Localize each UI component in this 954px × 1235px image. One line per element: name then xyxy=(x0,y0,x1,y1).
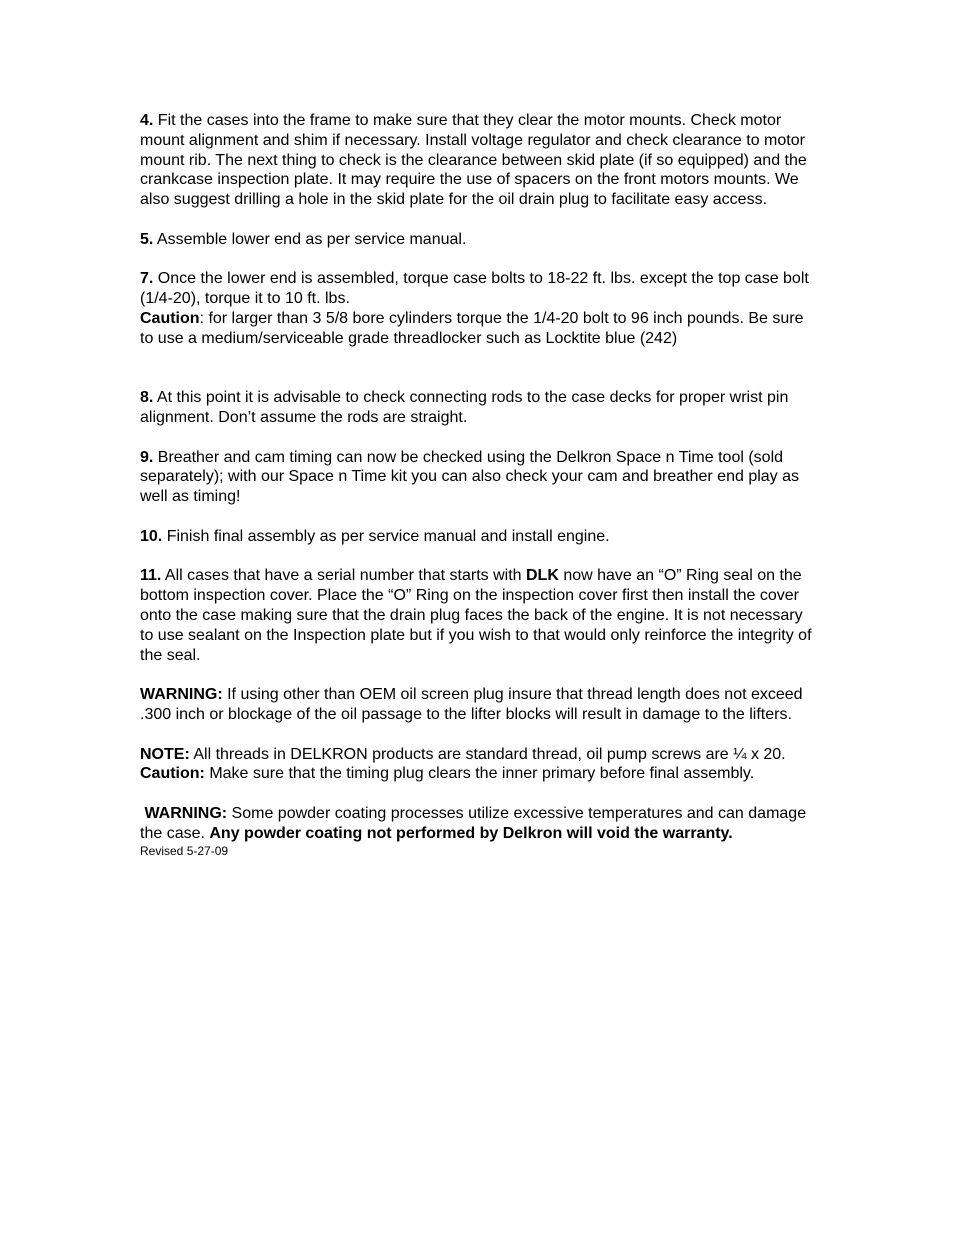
step-7-caution xyxy=(140,309,820,349)
step-10-number: 10. xyxy=(140,527,163,545)
note-threads xyxy=(140,745,820,765)
warning-powder-coating xyxy=(140,804,820,844)
step-7-paragraph xyxy=(140,269,820,309)
step-9-paragraph xyxy=(140,448,820,507)
step-7-caution-text: : for larger than 3 5/8 bore cylinders torque the 1/4-20 bolt to 96 inch pounds. Be sure to use a medium/serviceable grade threadlocker such as Locktite blue (242) xyxy=(140,309,804,347)
step-5-text: Assemble lower end as per service manual. xyxy=(153,230,467,248)
step-10-paragraph xyxy=(140,527,820,547)
note-threads-label: NOTE: xyxy=(140,745,190,763)
caution-timing-plug xyxy=(140,764,820,784)
step-7-caution-label: Caution xyxy=(140,309,200,327)
document-page xyxy=(140,111,820,859)
warning-powder-coating-label: WARNING: xyxy=(144,804,228,822)
step-9-number: 9. xyxy=(140,448,154,466)
warning-powder-coating-bold: Any powder coating not performed by Delkron will void the warranty. xyxy=(209,824,733,842)
step-11-text-b: now have an “O” Ring seal on the bottom inspection cover. Place the “O” Ring on the inspection cover first then install the cover onto the case making sure that the drain plug faces the back of the engine. It is not necessary to use sealant on the Inspection plate but if you wish to that would only reinforce the integrity of the seal. xyxy=(140,567,812,664)
step-11-text-a: All cases that have a serial number that starts with xyxy=(161,567,526,585)
step-10-text: Finish final assembly as per service manual and install engine. xyxy=(162,527,610,545)
step-9-text: Breather and cam timing can now be checked using the Delkron Space n Time tool (sold separately); with our Space n Time kit you can also check your cam and breather end play as well as timing! xyxy=(140,448,800,506)
revised-date: Revised 5-27-09 xyxy=(140,844,229,859)
step-7-number: 7. xyxy=(140,270,154,288)
step-4-paragraph xyxy=(140,111,820,210)
note-threads-text: All threads in DELKRON products are standard thread, oil pump screws are ¼ x 20. xyxy=(189,745,786,763)
step-8-number: 8. xyxy=(140,389,154,407)
caution-timing-plug-label: Caution: xyxy=(140,765,205,783)
step-11-number: 11. xyxy=(140,567,162,585)
step-8-paragraph xyxy=(140,388,820,428)
step-4-text: Fit the cases into the frame to make sure that they clear the motor mounts. Check motor mount alignment and shim if necessary. Install voltage regulator and check clearance to motor mount rib. The next thing to check is the clearance between skid plate (if so equipped) and the crankcase inspection plate. It may require the use of spacers on the front motors mounts. We also suggest drilling a hole in the skid plate for the oil drain plug to facilitate easy access. xyxy=(140,112,807,209)
step-11-paragraph xyxy=(140,566,820,665)
step-8-text: At this point it is advisable to check connecting rods to the case decks for proper wrist pin alignment. Don’t assume the rods are straight. xyxy=(140,389,789,426)
warning-oil-screen-label: WARNING: xyxy=(140,686,223,704)
step-7-text: Once the lower end is assembled, torque case bolts to 18-22 ft. lbs. except the top case bolt (1/4-20), torque it to 10 ft. lbs. xyxy=(140,270,809,308)
caution-timing-plug-text: Make sure that the timing plug clears the inner primary before final assembly. xyxy=(204,765,755,783)
warning-powder-coating-text: Some powder coating processes utilize excessive temperatures and can damage the case. xyxy=(140,804,807,842)
step-4-number: 4. xyxy=(140,112,154,129)
warning-oil-screen-text: If using other than OEM oil screen plug insure that thread length does not exceed .300 inch or blockage of the oil passage to the lifter blocks will result in damage to the lifters. xyxy=(140,686,803,723)
step-5-paragraph xyxy=(140,230,820,250)
step-11-serial: DLK xyxy=(525,567,559,585)
step-5-number: 5. xyxy=(140,230,154,248)
warning-oil-screen xyxy=(140,685,820,725)
